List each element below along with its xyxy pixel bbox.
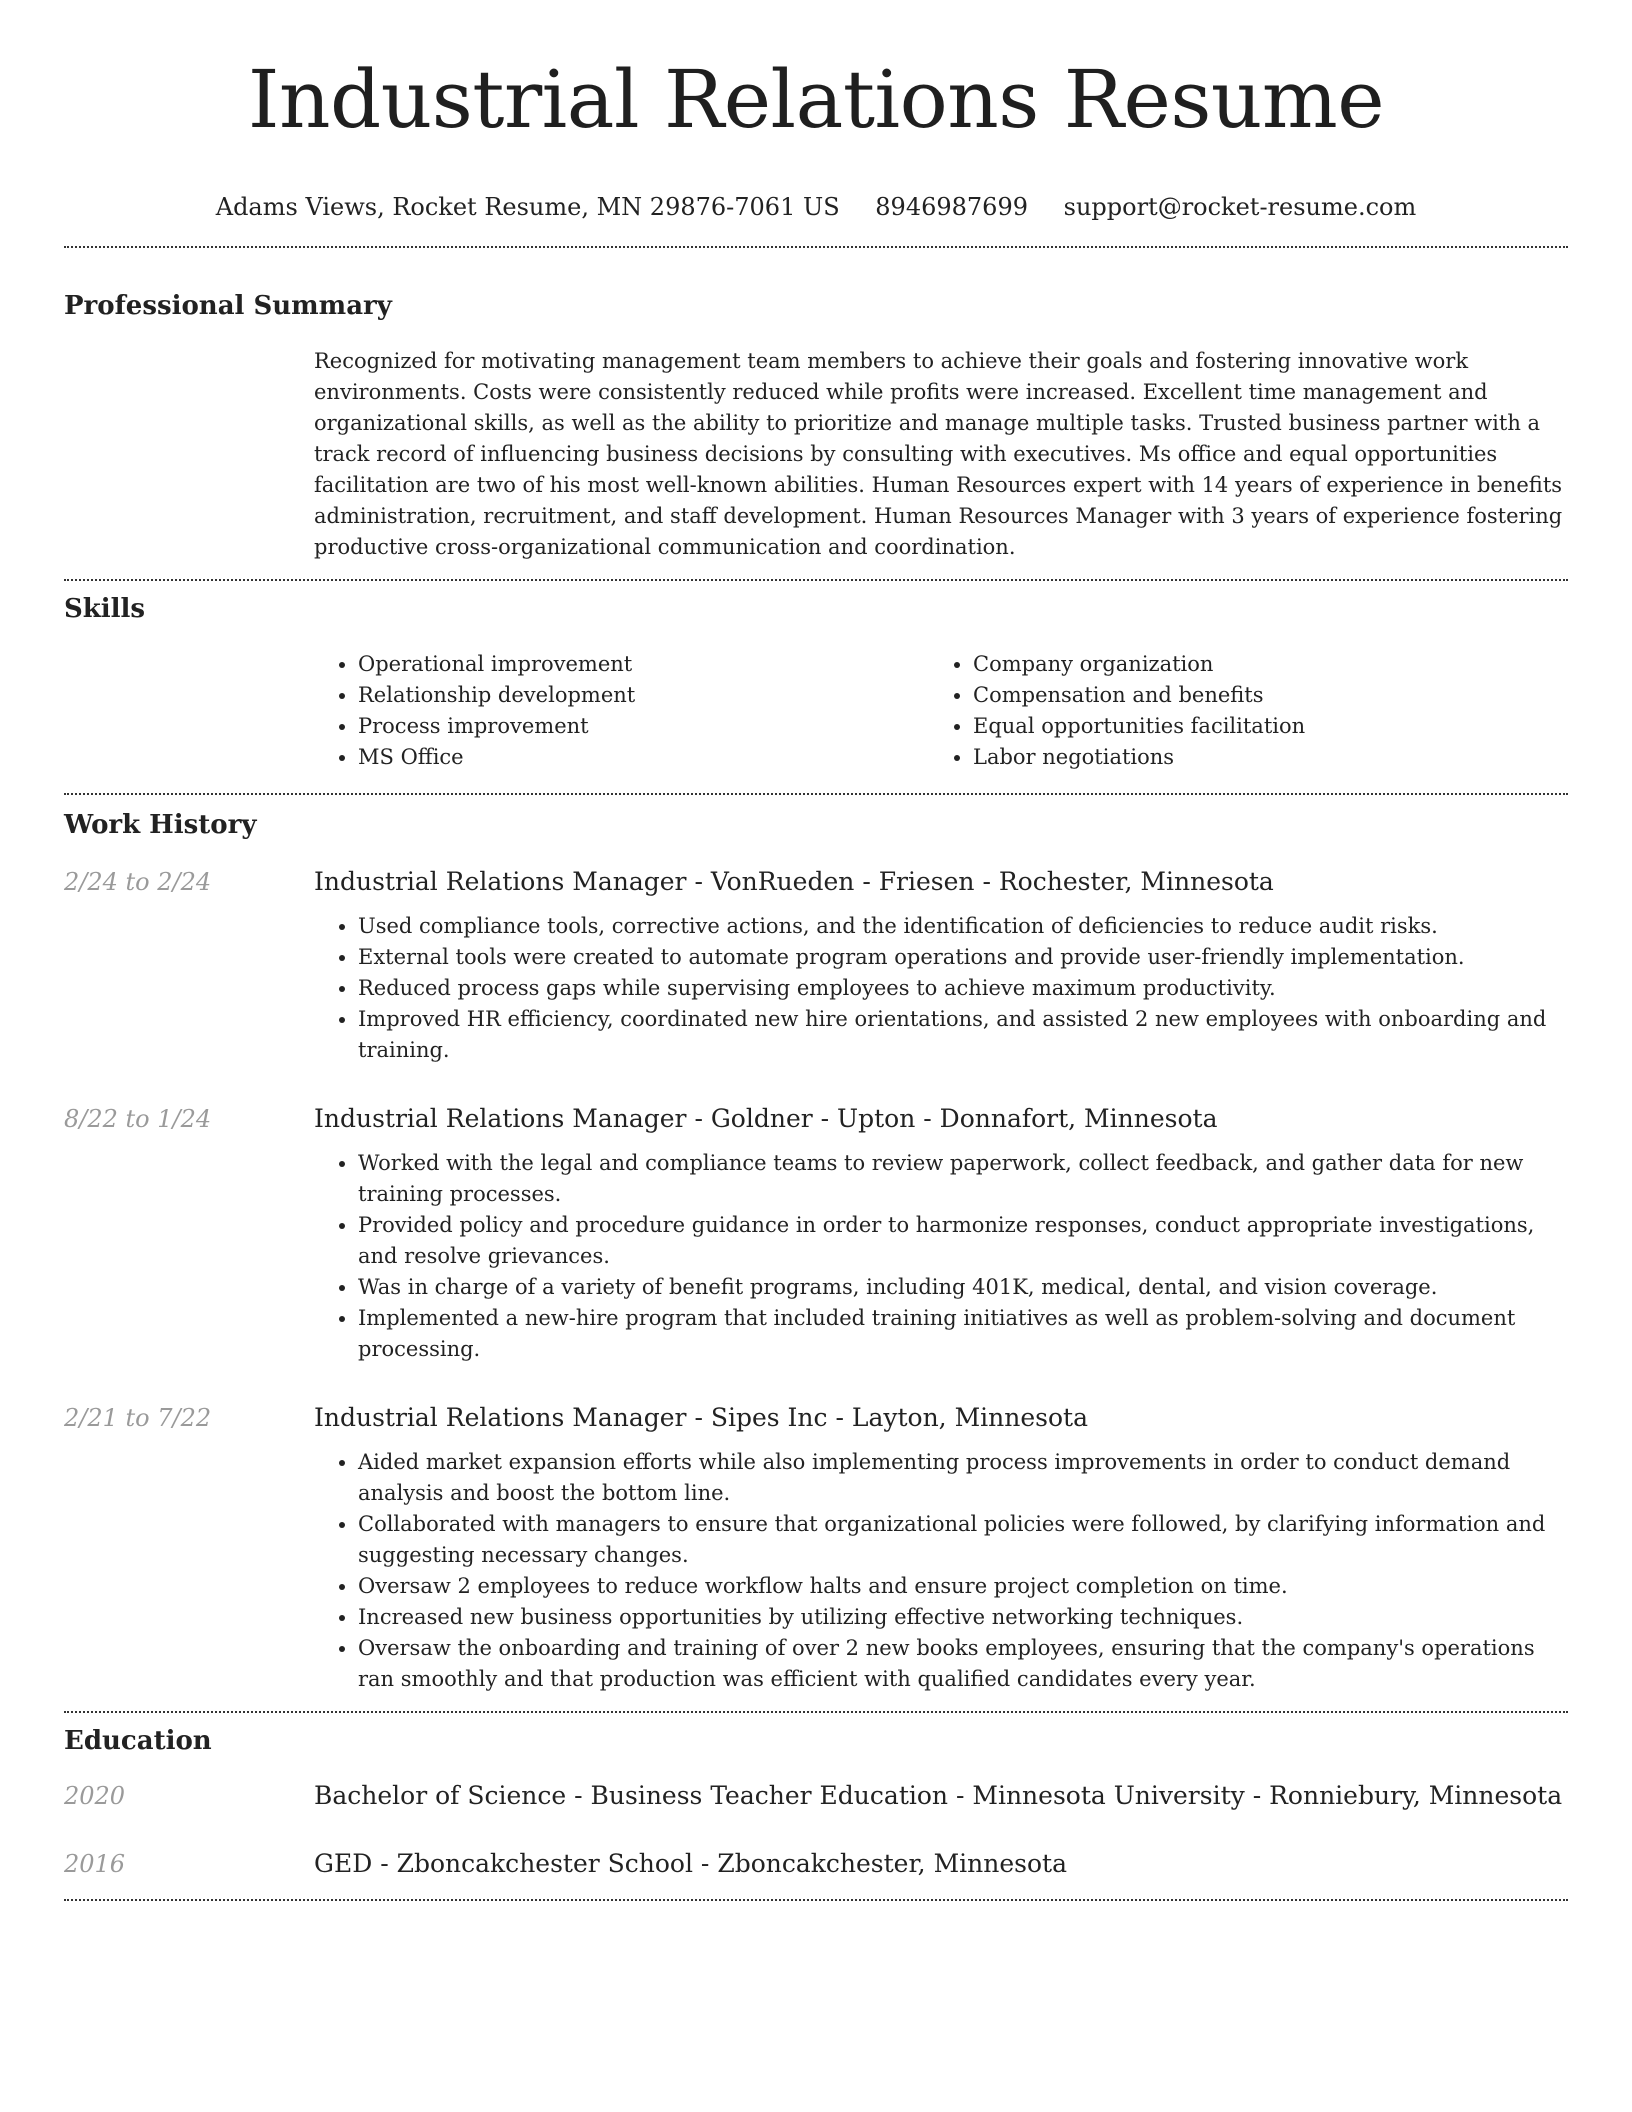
skill-item: • Equal opportunities facilitation bbox=[973, 711, 1544, 742]
job-dates: 2/24 to 2/24 bbox=[64, 868, 212, 896]
job-bullet: • Worked with the legal and compliance teams to review paperwork, collect feedback, and gather data for new training processes. bbox=[358, 1148, 1568, 1210]
section-divider bbox=[64, 1711, 1568, 1713]
contact-address: Adams Views, Rocket Resume, MN 29876-7061 US bbox=[215, 193, 840, 221]
skill-item: • Process improvement bbox=[358, 711, 929, 742]
job-title: Industrial Relations Manager - VonRueden - Friesen - Rochester, Minnesota bbox=[314, 867, 1274, 896]
education-entry bbox=[64, 1847, 1568, 1881]
job-dates: 8/22 to 1/24 bbox=[64, 1105, 212, 1133]
section-divider bbox=[64, 1899, 1568, 1901]
education-detail: GED - Zboncakchester School - Zboncakchester, Minnesota bbox=[314, 1849, 1067, 1878]
job-bullets bbox=[314, 1447, 1568, 1695]
contact-phone: 8946987699 bbox=[875, 193, 1028, 221]
contact-email: support@rocket-resume.com bbox=[1063, 193, 1417, 221]
work-history-heading: Work History bbox=[64, 810, 257, 840]
job-bullet: • Oversaw 2 employees to reduce workflow halts and ensure project completion on time. bbox=[358, 1571, 1568, 1602]
summary-heading: Professional Summary bbox=[64, 291, 392, 321]
skills-heading: Skills bbox=[64, 594, 146, 624]
job-bullets bbox=[314, 911, 1568, 1066]
skill-item: • Labor negotiations bbox=[973, 742, 1544, 773]
job-body bbox=[314, 1401, 1568, 1695]
section-divider bbox=[64, 579, 1568, 581]
job-bullet: • Collaborated with managers to ensure that organizational policies were followed, by clarifying information and suggesting necessary changes. bbox=[358, 1509, 1568, 1571]
education-entry bbox=[64, 1779, 1568, 1813]
job-title: Industrial Relations Manager - Goldner - Upton - Donnafort, Minnesota bbox=[314, 1104, 1218, 1133]
education-year: 2016 bbox=[64, 1850, 126, 1878]
summary-text: Recognized for motivating management team members to achieve their goals and fostering innovative work environments. Costs were consistently reduced while profits were increased. Excellent time management and organizational skills, as well as the ability to prioritize and manage multiple tasks. Trusted business partner with a track record of influencing business decisions by consulting with executives. Ms office and equal opportunities facilitation are two of his most well-known abilities. Human Resources expert with 14 years of experience in benefits administration, recruitment, and staff development. Human Resources Manager with 3 years of experience fostering productive cross-organizational communication and coordination. bbox=[314, 349, 1563, 559]
job-body bbox=[314, 1102, 1568, 1365]
job-body bbox=[314, 865, 1568, 1066]
education-heading: Education bbox=[64, 1726, 212, 1756]
skill-item: • MS Office bbox=[358, 742, 929, 773]
contact-line bbox=[64, 192, 1568, 222]
section-divider bbox=[64, 246, 1568, 248]
job-title: Industrial Relations Manager - Sipes Inc - Layton, Minnesota bbox=[314, 1403, 1088, 1432]
job-bullets bbox=[314, 1148, 1568, 1365]
job-bullet: • Implemented a new-hire program that included training initiatives as well as problem-solving and document processing. bbox=[358, 1303, 1568, 1365]
skill-item: • Relationship development bbox=[358, 680, 929, 711]
skill-item: • Company organization bbox=[973, 649, 1544, 680]
section-divider bbox=[64, 793, 1568, 795]
job-bullet: • Improved HR efficiency, coordinated new hire orientations, and assisted 2 new employees with onboarding and training. bbox=[358, 1004, 1568, 1066]
skills-column-left bbox=[314, 649, 929, 773]
skill-item: • Compensation and benefits bbox=[973, 680, 1544, 711]
skills-column-right bbox=[929, 649, 1544, 773]
job-dates: 2/21 to 7/22 bbox=[64, 1404, 212, 1432]
job-bullet: • Was in charge of a variety of benefit programs, including 401K, medical, dental, and vision coverage. bbox=[358, 1272, 1568, 1303]
job-entry bbox=[64, 865, 1568, 1066]
job-entry bbox=[64, 1102, 1568, 1365]
job-bullet: • Oversaw the onboarding and training of over 2 new books employees, ensuring that the company's operations ran smoothly and that production was efficient with qualified candidates every year. bbox=[358, 1633, 1568, 1695]
education-detail: Bachelor of Science - Business Teacher Education - Minnesota University - Ronniebury, Minnesota bbox=[314, 1781, 1563, 1810]
skill-item: • Operational improvement bbox=[358, 649, 929, 680]
resume-title: Industrial Relations Resume bbox=[247, 53, 1385, 146]
education-year: 2020 bbox=[64, 1782, 126, 1810]
job-bullet: • Reduced process gaps while supervising employees to achieve maximum productivity. bbox=[358, 973, 1568, 1004]
job-bullet: • Aided market expansion efforts while also implementing process improvements in order to conduct demand analysis and boost the bottom line. bbox=[358, 1447, 1568, 1509]
skills-list bbox=[314, 649, 1568, 773]
job-bullet: • Used compliance tools, corrective actions, and the identification of deficiencies to reduce audit risks. bbox=[358, 911, 1568, 942]
job-bullet: • External tools were created to automate program operations and provide user-friendly implementation. bbox=[358, 942, 1568, 973]
job-bullet: • Increased new business opportunities by utilizing effective networking techniques. bbox=[358, 1602, 1568, 1633]
job-entry bbox=[64, 1401, 1568, 1695]
job-bullet: • Provided policy and procedure guidance in order to harmonize responses, conduct appropriate investigations, and resolve grievances. bbox=[358, 1210, 1568, 1272]
